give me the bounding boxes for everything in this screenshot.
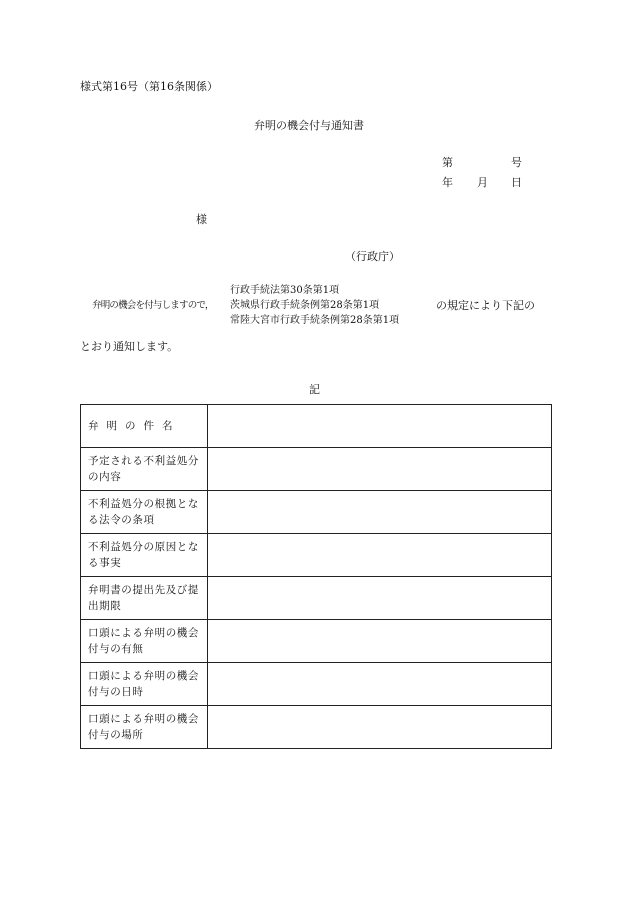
law-line-2: 茨城県行政手続条例第28条第1項 [230, 300, 380, 311]
table-row [81, 405, 552, 448]
row-value [208, 491, 552, 534]
issuer-label: （行政庁） [345, 250, 400, 263]
record-table [80, 404, 552, 749]
doc-number-label-dai: 第 [442, 156, 453, 169]
row-value [208, 448, 552, 491]
row-label: 口頭による弁明の機会付与の有無 [81, 620, 208, 663]
date-month-label: 月 [477, 176, 488, 189]
table-row [81, 448, 552, 491]
row-label: 不利益処分の原因となる事実 [81, 534, 208, 577]
row-value [208, 405, 552, 448]
table-row [81, 620, 552, 663]
doc-number-label-go: 号 [511, 156, 522, 169]
addressee-suffix: 様 [196, 213, 207, 226]
table-row [81, 491, 552, 534]
law-line-3: 常陸大宮市行政手続条例第28条第1項 [230, 315, 400, 326]
ki-label: 記 [309, 383, 320, 396]
date-year-label: 年 [442, 176, 453, 189]
law-line-1: 行政手続法第30条第1項 [230, 285, 340, 296]
row-label: 弁明書の提出先及び提出期限 [81, 577, 208, 620]
row-label: 口頭による弁明の機会付与の場所 [81, 706, 208, 749]
row-value [208, 534, 552, 577]
row-value [208, 577, 552, 620]
table-row [81, 577, 552, 620]
body-tail: の規定により下記の [436, 299, 535, 312]
form-number: 様式第16号（第16条関係） [80, 80, 218, 93]
document-title: 弁明の機会付与通知書 [254, 119, 364, 132]
row-value [208, 620, 552, 663]
body-continuation: とおり通知します。 [80, 340, 179, 353]
row-value [208, 706, 552, 749]
table-row [81, 706, 552, 749]
row-label: 口頭による弁明の機会付与の日時 [81, 663, 208, 706]
row-value [208, 663, 552, 706]
table-row [81, 534, 552, 577]
row-label: 不利益処分の根拠となる法令の条項 [81, 491, 208, 534]
row-label: 予定される不利益処分の内容 [81, 448, 208, 491]
body-lead: 弁明の機会を付与しますので， [92, 300, 214, 311]
table-row [81, 663, 552, 706]
row-label: 弁明の件名 [81, 405, 208, 448]
date-day-label: 日 [511, 176, 522, 189]
